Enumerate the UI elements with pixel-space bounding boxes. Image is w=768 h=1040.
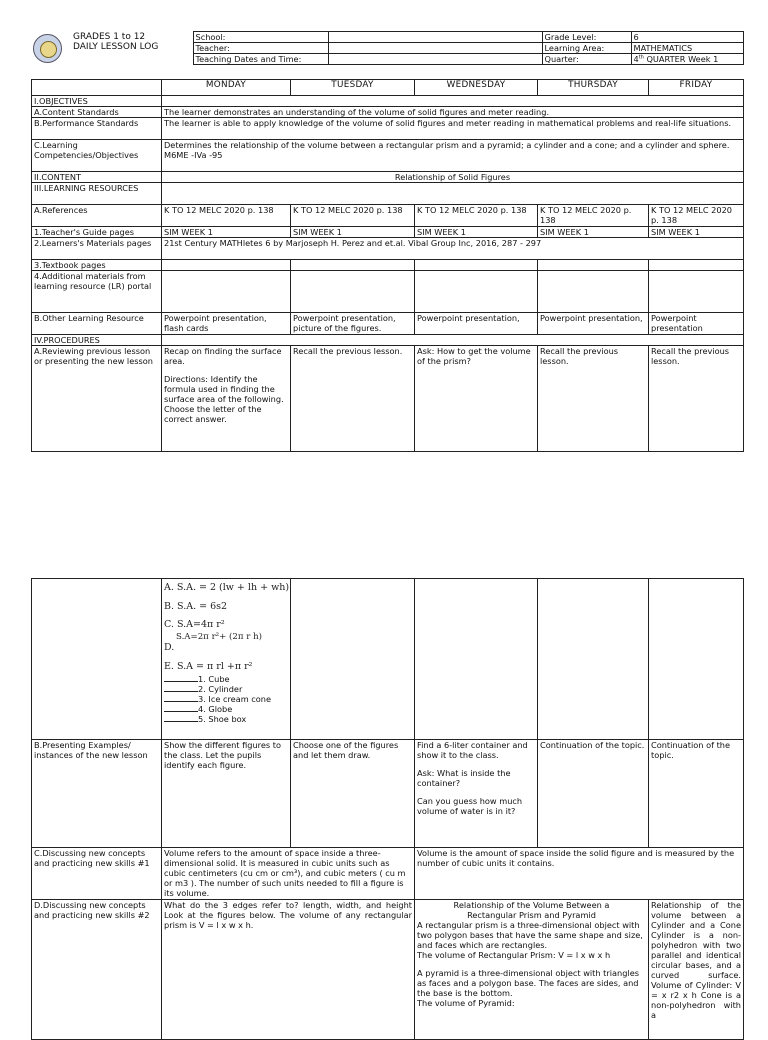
tg-tue: SIM WEEK 1 xyxy=(291,227,415,238)
quarter-rest: QUARTER Week 1 xyxy=(646,54,719,64)
review-mon-directions: Directions: Identify the formula used in finding the surface area of the following. Choose the letter of the correct answer. xyxy=(164,374,284,424)
area-value: MATHEMATICS xyxy=(631,43,743,54)
other-fri: Powerpoint presentation xyxy=(649,313,744,335)
day-monday: MONDAY xyxy=(162,80,291,96)
textbook-label: 3.Textbook pages xyxy=(32,260,162,271)
tg-mon: SIM WEEK 1 xyxy=(162,227,291,238)
review-mon-recap: Recap on finding the surface area. xyxy=(164,346,282,366)
performance-standards: The learner is able to apply knowledge of the volume of solid figures and meter reading in mathematical problems and real-life situations. xyxy=(162,118,744,140)
formula-c: C. S.A=4π r² xyxy=(164,619,225,631)
review-label: A.Reviewing previous lesson or presenting the new lesson xyxy=(32,346,162,452)
resources-label: III.LEARNING RESOURCES xyxy=(32,183,162,205)
discuss2-mid-4: The volume of Pyramid: xyxy=(417,998,515,1008)
ref-fri: K TO 12 MELC 2020 p. 138 xyxy=(649,205,744,227)
lesson-log-table-continued xyxy=(31,578,744,1040)
header-table xyxy=(31,31,744,65)
references-label: A.References xyxy=(32,205,162,227)
other-wed: Powerpoint presentation, xyxy=(415,313,538,335)
day-friday: FRIDAY xyxy=(649,80,744,96)
presenting-wed-2: Ask: What is inside the container? xyxy=(417,768,511,788)
answer-item-2: 2. Cylinder xyxy=(198,684,243,695)
content-standards: The learner demonstrates an understanding of the volume of solid figures and meter reading. xyxy=(162,107,744,118)
review-mon xyxy=(162,346,291,452)
tg-fri: SIM WEEK 1 xyxy=(649,227,744,238)
ref-wed: K TO 12 MELC 2020 p. 138 xyxy=(415,205,538,227)
teacher-value xyxy=(328,43,542,54)
formula-d: D. xyxy=(164,642,175,654)
ref-thu: K TO 12 MELC 2020 p. 138 xyxy=(538,205,649,227)
discuss2-mid-1: A rectangular prism is a three-dimensional object with two polygon bases that have the same shape and size, and faces which are rectangles. xyxy=(417,920,643,950)
header-logo-cell xyxy=(31,32,193,65)
discuss1-label: C.Discussing new concepts and practicing new skills #1 xyxy=(32,848,162,900)
answer-item-3: 3. Ice cream cone xyxy=(198,694,272,705)
answer-item-5: 5. Shoe box xyxy=(198,714,247,725)
discuss2-mid-3: A pyramid is a three-dimensional object with triangles as faces and a polygon base. The faces are sides, and the base is the bottom. xyxy=(417,968,640,998)
formula-choices xyxy=(162,579,291,740)
content-standards-label: A.Content Standards xyxy=(32,107,162,118)
review-fri: Recall the previous lesson. xyxy=(649,346,744,452)
discuss2-mid-2: The volume of Rectangular Prism: V = l x w x h xyxy=(417,950,611,960)
review-tue: Recall the previous lesson. xyxy=(291,346,415,452)
quarter-num: 4 xyxy=(633,54,639,64)
other-thu: Powerpoint presentation, xyxy=(538,313,649,335)
grade-label: Grade Level: xyxy=(542,32,631,43)
performance-label: B.Performance Standards xyxy=(32,118,162,140)
competencies: Determines the relationship of the volume between a rectangular prism and a pyramid; a cylinder and a cone; and a cylinder and sphere. M6ME -IVa -95 xyxy=(162,140,744,172)
presenting-mon: Show the different figures to the class. Let the pupils identify each figure. xyxy=(162,740,291,848)
ref-tue: K TO 12 MELC 2020 p. 138 xyxy=(291,205,415,227)
dates-value xyxy=(328,54,542,65)
discuss1-right: Volume is the amount of space inside the solid figure and is measured by the number of cubic units it contains. xyxy=(415,848,744,900)
other-mon: Powerpoint presentation, flash cards xyxy=(162,313,291,335)
presenting-label: B.Presenting Examples/ instances of the new lesson xyxy=(32,740,162,848)
area-label: Learning Area: xyxy=(542,43,631,54)
presenting-wed xyxy=(415,740,538,848)
content-topic: Relationship of Solid Figures xyxy=(162,172,744,183)
day-tuesday: TUESDAY xyxy=(291,80,415,96)
school-value xyxy=(328,32,542,43)
title-line1: GRADES 1 to 12 xyxy=(73,31,146,42)
quarter-label: Quarter: xyxy=(542,54,631,65)
review-thu: Recall the previous lesson. xyxy=(538,346,649,452)
school-label: School: xyxy=(193,32,328,43)
formula-a: A. S.A. = 2 (lw + lh + wh) xyxy=(164,582,290,593)
presenting-fri: Continuation of the topic. xyxy=(649,740,744,848)
answer-item-1: 1. Cube xyxy=(198,674,230,685)
additional-label: 4.Additional materials from learning resource (LR) portal xyxy=(32,271,162,313)
discuss2-left: What do the 3 edges refer to? length, width, and height Look at the figures below. The volume of any rectangular prism is V = l x w x h. xyxy=(162,900,415,1040)
ref-mon: K TO 12 MELC 2020 p. 138 xyxy=(162,205,291,227)
formula-c2: S.A=2π r²+ (2π r h) xyxy=(176,631,262,642)
title-line2: DAILY LESSON LOG xyxy=(73,41,159,52)
day-wednesday: WEDNESDAY xyxy=(415,80,538,96)
objectives-label: I.OBJECTIVES xyxy=(32,96,162,107)
discuss2-label: D.Discussing new concepts and practicing new skills #2 xyxy=(32,900,162,1040)
tg-thu: SIM WEEK 1 xyxy=(538,227,649,238)
tg-label: 1.Teacher's Guide pages xyxy=(32,227,162,238)
quarter-value xyxy=(631,54,743,65)
presenting-wed-1: Find a 6-liter container and show it to the class. xyxy=(417,740,528,760)
formula-b: B. S.A. = 6s2 xyxy=(164,600,228,612)
lm-label: 2.Learners's Materials pages xyxy=(32,238,162,260)
teacher-label: Teacher: xyxy=(193,43,328,54)
header-title xyxy=(73,32,158,53)
lesson-log-table xyxy=(31,79,744,452)
dates-label: Teaching Dates and Time: xyxy=(193,54,328,65)
presenting-tue: Choose one of the figures and let them draw. xyxy=(291,740,415,848)
discuss2-mid-title: Relationship of the Volume Between a Rectangular Prism and Pyramid xyxy=(453,900,610,920)
presenting-thu: Continuation of the topic. xyxy=(538,740,649,848)
discuss1-left: Volume refers to the amount of space inside a three-dimensional solid. It is measured in cubic units such as cubic centimeters (cu cm or cm³), and cubic meters ( cu m or m3 ). The number of such units needed to fill a figure is its volume. xyxy=(162,848,415,900)
answer-item-4: 4. Globe xyxy=(198,704,233,715)
procedures-label: IV.PROCEDURES xyxy=(32,335,162,346)
discuss2-right: Relationship of the volume between a Cylinder and a Cone Cylinder is a non-polyhedron with two parallel and identical circular bases, and a curved surface. Volume of Cylinder: V = x r2 x h Cone is a non-polyhedron with a xyxy=(649,900,744,1040)
review-wed: Ask: How to get the volume of the prism? xyxy=(415,346,538,452)
formula-e: E. S.A = π rl +π r² xyxy=(164,660,253,672)
quarter-sup: th xyxy=(638,54,644,61)
corner-cell xyxy=(32,80,162,96)
lm-value: 21st Century MATHletes 6 by Marjoseph H. Perez and et.al. Vibal Group Inc, 2016, 287 - 297 xyxy=(162,238,744,260)
other-tue: Powerpoint presentation, picture of the figures. xyxy=(291,313,415,335)
discuss2-mid xyxy=(415,900,649,1040)
day-thursday: THURSDAY xyxy=(538,80,649,96)
other-resources-label: B.Other Learning Resource xyxy=(32,313,162,335)
tg-wed: SIM WEEK 1 xyxy=(415,227,538,238)
grade-value: 6 xyxy=(631,32,743,43)
deped-logo xyxy=(33,34,62,63)
content-label: II.CONTENT xyxy=(32,172,162,183)
competencies-label: C.Learning Competencies/Objectives xyxy=(32,140,162,172)
answer-list xyxy=(164,674,288,724)
presenting-wed-3: Can you guess how much volume of water is in it? xyxy=(417,796,523,816)
